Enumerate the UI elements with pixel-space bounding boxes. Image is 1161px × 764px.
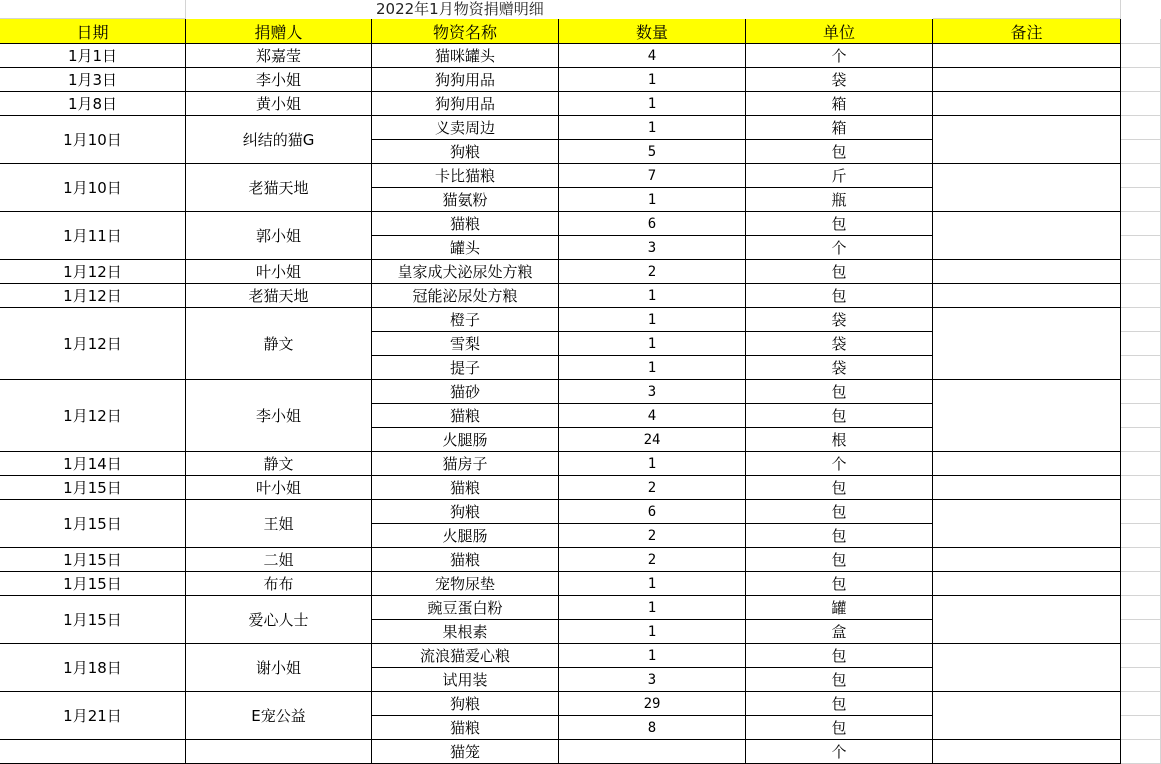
empty-grid-cell[interactable]: [1121, 716, 1161, 740]
donor-cell[interactable]: E宠公益: [186, 692, 372, 740]
donor-cell[interactable]: 李小姐: [186, 380, 372, 452]
date-cell[interactable]: 1月1日: [0, 44, 186, 68]
empty-grid-cell[interactable]: [1121, 116, 1161, 140]
empty-grid-cell[interactable]: [1121, 596, 1161, 620]
empty-grid-cell[interactable]: [1121, 236, 1161, 260]
empty-grid-cell[interactable]: [1121, 404, 1161, 428]
item-name-cell[interactable]: 流浪猫爱心粮: [372, 644, 559, 668]
empty-grid-cell[interactable]: [1121, 692, 1161, 716]
remarks-cell[interactable]: [933, 68, 1121, 92]
empty-grid-cell[interactable]: [1121, 380, 1161, 404]
remarks-cell[interactable]: [933, 116, 1121, 164]
remarks-cell[interactable]: [933, 44, 1121, 68]
quantity-cell[interactable]: 3: [559, 668, 746, 692]
empty-grid-cell[interactable]: [1121, 452, 1161, 476]
unit-cell[interactable]: 根: [746, 428, 933, 452]
empty-grid-cell[interactable]: [1121, 164, 1161, 188]
item-name-cell[interactable]: 雪梨: [372, 332, 559, 356]
item-name-cell[interactable]: 狗狗用品: [372, 68, 559, 92]
header-donor[interactable]: 捐赠人: [186, 19, 372, 44]
empty-grid-cell[interactable]: [1121, 19, 1161, 44]
donor-cell[interactable]: 老猫天地: [186, 284, 372, 308]
date-cell[interactable]: 1月15日: [0, 500, 186, 548]
item-name-cell[interactable]: 猫房子: [372, 452, 559, 476]
donor-cell[interactable]: 老猫天地: [186, 164, 372, 212]
date-cell[interactable]: 1月12日: [0, 260, 186, 284]
item-name-cell[interactable]: 卡比猫粮: [372, 164, 559, 188]
unit-cell[interactable]: 个: [746, 452, 933, 476]
unit-cell[interactable]: 包: [746, 380, 933, 404]
item-name-cell[interactable]: 猫氨粉: [372, 188, 559, 212]
quantity-cell[interactable]: 3: [559, 236, 746, 260]
quantity-cell[interactable]: 5: [559, 140, 746, 164]
item-name-cell[interactable]: 果根素: [372, 620, 559, 644]
empty-grid-cell[interactable]: [1121, 68, 1161, 92]
date-cell[interactable]: 1月12日: [0, 284, 186, 308]
unit-cell[interactable]: 个: [746, 44, 933, 68]
remarks-cell[interactable]: [933, 452, 1121, 476]
unit-cell[interactable]: 箱: [746, 92, 933, 116]
donor-cell[interactable]: 黄小姐: [186, 92, 372, 116]
unit-cell[interactable]: 包: [746, 260, 933, 284]
empty-grid-cell[interactable]: [1121, 44, 1161, 68]
unit-cell[interactable]: 包: [746, 548, 933, 572]
empty-grid-cell[interactable]: [1121, 212, 1161, 236]
unit-cell[interactable]: 袋: [746, 68, 933, 92]
remarks-cell[interactable]: [933, 476, 1121, 500]
unit-cell[interactable]: 包: [746, 212, 933, 236]
quantity-cell[interactable]: 1: [559, 596, 746, 620]
remarks-cell[interactable]: [933, 596, 1121, 644]
quantity-cell[interactable]: 24: [559, 428, 746, 452]
quantity-cell[interactable]: 1: [559, 452, 746, 476]
item-name-cell[interactable]: 猫笼: [372, 740, 559, 764]
quantity-cell[interactable]: 1: [559, 332, 746, 356]
item-name-cell[interactable]: 狗狗用品: [372, 92, 559, 116]
item-name-cell[interactable]: 义卖周边: [372, 116, 559, 140]
unit-cell[interactable]: 袋: [746, 356, 933, 380]
sheet-title[interactable]: 2022年1月物资捐赠明细: [376, 0, 544, 18]
donor-cell[interactable]: 李小姐: [186, 68, 372, 92]
unit-cell[interactable]: 斤: [746, 164, 933, 188]
header-item-name[interactable]: 物资名称: [372, 19, 559, 44]
date-cell[interactable]: [0, 740, 186, 764]
quantity-cell[interactable]: 3: [559, 380, 746, 404]
item-name-cell[interactable]: 猫砂: [372, 380, 559, 404]
quantity-cell[interactable]: 1: [559, 572, 746, 596]
item-name-cell[interactable]: 豌豆蛋白粉: [372, 596, 559, 620]
quantity-cell[interactable]: 1: [559, 308, 746, 332]
remarks-cell[interactable]: [933, 284, 1121, 308]
item-name-cell[interactable]: 狗粮: [372, 500, 559, 524]
empty-grid-cell[interactable]: [1121, 620, 1161, 644]
unit-cell[interactable]: 包: [746, 572, 933, 596]
donor-cell[interactable]: 静文: [186, 452, 372, 476]
empty-grid-cell[interactable]: [1121, 188, 1161, 212]
quantity-cell[interactable]: 1: [559, 620, 746, 644]
donor-cell[interactable]: 谢小姐: [186, 644, 372, 692]
unit-cell[interactable]: 袋: [746, 308, 933, 332]
item-name-cell[interactable]: 提子: [372, 356, 559, 380]
quantity-cell[interactable]: 4: [559, 44, 746, 68]
empty-grid-cell[interactable]: [1121, 476, 1161, 500]
remarks-cell[interactable]: [933, 548, 1121, 572]
item-name-cell[interactable]: 狗粮: [372, 140, 559, 164]
item-name-cell[interactable]: 宠物尿垫: [372, 572, 559, 596]
quantity-cell[interactable]: 1: [559, 116, 746, 140]
empty-grid-cell[interactable]: [1121, 308, 1161, 332]
date-cell[interactable]: 1月10日: [0, 164, 186, 212]
header-remarks[interactable]: 备注: [933, 19, 1121, 44]
donor-cell[interactable]: 二姐: [186, 548, 372, 572]
donor-cell[interactable]: 郭小姐: [186, 212, 372, 260]
unit-cell[interactable]: 袋: [746, 332, 933, 356]
remarks-cell[interactable]: [933, 212, 1121, 260]
unit-cell[interactable]: 包: [746, 644, 933, 668]
unit-cell[interactable]: 包: [746, 668, 933, 692]
item-name-cell[interactable]: 火腿肠: [372, 524, 559, 548]
item-name-cell[interactable]: 猫粮: [372, 212, 559, 236]
date-cell[interactable]: 1月15日: [0, 548, 186, 572]
unit-cell[interactable]: 箱: [746, 116, 933, 140]
title-row-right-empty-cell[interactable]: [933, 0, 1121, 19]
empty-grid-cell[interactable]: [1121, 668, 1161, 692]
donor-cell[interactable]: [186, 740, 372, 764]
quantity-cell[interactable]: 1: [559, 68, 746, 92]
item-name-cell[interactable]: 皇家成犬泌尿处方粮: [372, 260, 559, 284]
date-cell[interactable]: 1月15日: [0, 476, 186, 500]
remarks-cell[interactable]: [933, 260, 1121, 284]
date-cell[interactable]: 1月18日: [0, 644, 186, 692]
remarks-cell[interactable]: [933, 572, 1121, 596]
empty-grid-cell[interactable]: [1121, 332, 1161, 356]
date-cell[interactable]: 1月10日: [0, 116, 186, 164]
unit-cell[interactable]: 包: [746, 140, 933, 164]
empty-grid-cell[interactable]: [1121, 500, 1161, 524]
donor-cell[interactable]: 郑嘉莹: [186, 44, 372, 68]
date-cell[interactable]: 1月12日: [0, 308, 186, 380]
quantity-cell[interactable]: 1: [559, 92, 746, 116]
unit-cell[interactable]: 盒: [746, 620, 933, 644]
remarks-cell[interactable]: [933, 380, 1121, 452]
empty-grid-cell[interactable]: [1121, 356, 1161, 380]
donor-cell[interactable]: 静文: [186, 308, 372, 380]
donor-cell[interactable]: 爱心人士: [186, 596, 372, 644]
header-quantity[interactable]: 数量: [559, 19, 746, 44]
quantity-cell[interactable]: 1: [559, 284, 746, 308]
quantity-cell[interactable]: 1: [559, 644, 746, 668]
unit-cell[interactable]: 包: [746, 500, 933, 524]
item-name-cell[interactable]: 猫咪罐头: [372, 44, 559, 68]
quantity-cell[interactable]: 1: [559, 188, 746, 212]
date-cell[interactable]: 1月12日: [0, 380, 186, 452]
quantity-cell[interactable]: 2: [559, 260, 746, 284]
donor-cell[interactable]: 王姐: [186, 500, 372, 548]
date-cell[interactable]: 1月11日: [0, 212, 186, 260]
remarks-cell[interactable]: [933, 692, 1121, 740]
unit-cell[interactable]: 个: [746, 236, 933, 260]
empty-grid-cell[interactable]: [1121, 428, 1161, 452]
unit-cell[interactable]: 包: [746, 716, 933, 740]
quantity-cell[interactable]: 7: [559, 164, 746, 188]
item-name-cell[interactable]: 罐头: [372, 236, 559, 260]
quantity-cell[interactable]: 6: [559, 500, 746, 524]
remarks-cell[interactable]: [933, 500, 1121, 548]
unit-cell[interactable]: 包: [746, 284, 933, 308]
empty-grid-cell[interactable]: [1121, 644, 1161, 668]
unit-cell[interactable]: 包: [746, 524, 933, 548]
date-cell[interactable]: 1月15日: [0, 596, 186, 644]
empty-grid-cell[interactable]: [1121, 740, 1161, 764]
header-date[interactable]: 日期: [0, 19, 186, 44]
quantity-cell[interactable]: 1: [559, 356, 746, 380]
empty-grid-cell[interactable]: [1121, 260, 1161, 284]
remarks-cell[interactable]: [933, 164, 1121, 212]
quantity-cell[interactable]: 6: [559, 212, 746, 236]
date-cell[interactable]: 1月15日: [0, 572, 186, 596]
item-name-cell[interactable]: 冠能泌尿处方粮: [372, 284, 559, 308]
unit-cell[interactable]: 包: [746, 404, 933, 428]
item-name-cell[interactable]: 狗粮: [372, 692, 559, 716]
date-cell[interactable]: 1月3日: [0, 68, 186, 92]
title-row-left-empty-cell[interactable]: [0, 0, 186, 19]
empty-grid-cell[interactable]: [1121, 92, 1161, 116]
empty-grid-cell[interactable]: [1121, 140, 1161, 164]
remarks-cell[interactable]: [933, 92, 1121, 116]
donor-cell[interactable]: 叶小姐: [186, 260, 372, 284]
remarks-cell[interactable]: [933, 308, 1121, 380]
date-cell[interactable]: 1月8日: [0, 92, 186, 116]
header-unit[interactable]: 单位: [746, 19, 933, 44]
unit-cell[interactable]: 包: [746, 476, 933, 500]
quantity-cell[interactable]: 4: [559, 404, 746, 428]
remarks-cell[interactable]: [933, 740, 1121, 764]
unit-cell[interactable]: 瓶: [746, 188, 933, 212]
item-name-cell[interactable]: 火腿肠: [372, 428, 559, 452]
unit-cell[interactable]: 罐: [746, 596, 933, 620]
item-name-cell[interactable]: 猫粮: [372, 476, 559, 500]
donor-cell[interactable]: 纠结的猫G: [186, 116, 372, 164]
item-name-cell[interactable]: 试用装: [372, 668, 559, 692]
quantity-cell[interactable]: 29: [559, 692, 746, 716]
item-name-cell[interactable]: 猫粮: [372, 716, 559, 740]
date-cell[interactable]: 1月21日: [0, 692, 186, 740]
date-cell[interactable]: 1月14日: [0, 452, 186, 476]
item-name-cell[interactable]: 橙子: [372, 308, 559, 332]
unit-cell[interactable]: 包: [746, 692, 933, 716]
item-name-cell[interactable]: 猫粮: [372, 548, 559, 572]
unit-cell[interactable]: 个: [746, 740, 933, 764]
quantity-cell[interactable]: 2: [559, 548, 746, 572]
empty-grid-cell[interactable]: [1121, 548, 1161, 572]
remarks-cell[interactable]: [933, 644, 1121, 692]
quantity-cell[interactable]: 8: [559, 716, 746, 740]
empty-grid-cell[interactable]: [1121, 572, 1161, 596]
donor-cell[interactable]: 叶小姐: [186, 476, 372, 500]
quantity-cell[interactable]: [559, 740, 746, 764]
empty-grid-cell[interactable]: [1121, 524, 1161, 548]
donor-cell[interactable]: 布布: [186, 572, 372, 596]
empty-grid-cell[interactable]: [1121, 284, 1161, 308]
quantity-cell[interactable]: 2: [559, 476, 746, 500]
item-name-cell[interactable]: 猫粮: [372, 404, 559, 428]
quantity-cell[interactable]: 2: [559, 524, 746, 548]
